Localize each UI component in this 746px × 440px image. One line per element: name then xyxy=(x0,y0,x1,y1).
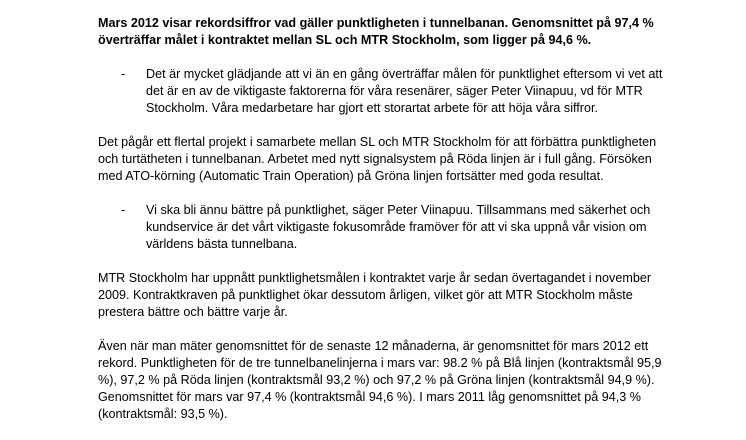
quote-text-2: Vi ska bli ännu bättre på punktlighet, säger Peter Viinapuu. Tillsammans med säkerhet och kundservice är det vårt viktigaste fokusområde framöver för att vi ska uppnå vår vision om världens bästa tunnelbana. xyxy=(146,203,651,251)
paragraph-contract: MTR Stockholm har uppnått punktlighetsmålen i kontraktet varje år sedan övertagandet i november 2009. Kontraktkraven på punktlighet ökar dessutom årligen, vilket gör att MTR Stockholm måste prestera bättre och bättre varje år. xyxy=(98,271,652,319)
document-body xyxy=(98,15,678,440)
bullet-dash: - xyxy=(121,203,126,217)
quote-item-2 xyxy=(98,202,678,253)
quote-text-1: Det är mycket glädjande att vi än en gång överträffar målen för punktlighet eftersom vi vet att det är en av de viktigaste faktorerna för våra resenärer, säger Peter Viinapuu, vd för MTR Stockholm. Våra medarbetare har gjort ett storartat arbete för att höja våra siffror. xyxy=(146,67,663,115)
bullet-dash: - xyxy=(121,67,126,81)
quote-item-1 xyxy=(98,66,678,117)
lead-paragraph: Mars 2012 visar rekordsiffror vad gäller punktligheten i tunnelbanan. Genomsnittet på 97,4 % överträffar målet i kontraktet mellan SL och MTR Stockholm, som ligger på 94,6 %. xyxy=(98,16,654,47)
paragraph-statistics: Även när man mäter genomsnittet för de senaste 12 månaderna, är genomsnittet för mars 2012 ett rekord. Punktligheten för de tre tunnelbanelinjerna i mars var: 98.2 % på Blå linjen (kontraktsmål 95,9 %), 97,2 % på Röda linjen (kontraktsmål 93,2 %) och 97,2 % på Gröna linjen (kontraktsmål 94,9 %). Genomsnittet för mars var 97,4 % (kontraktsmål 94,6 %). I mars 2011 låg genomsnittet på 94,3 % (kontraktsmål: 93,5 %). xyxy=(98,339,662,421)
paragraph-projects: Det pågår ett flertal projekt i samarbete mellan SL och MTR Stockholm för att förbättra punktligheten och turtätheten i tunnelbanan. Arbetet med nytt signalsystem på Röda linjen är i full gång. Försöken med ATO-körning (Automatic Train Operation) på Gröna linjen fortsätter med goda resultat. xyxy=(98,135,657,183)
